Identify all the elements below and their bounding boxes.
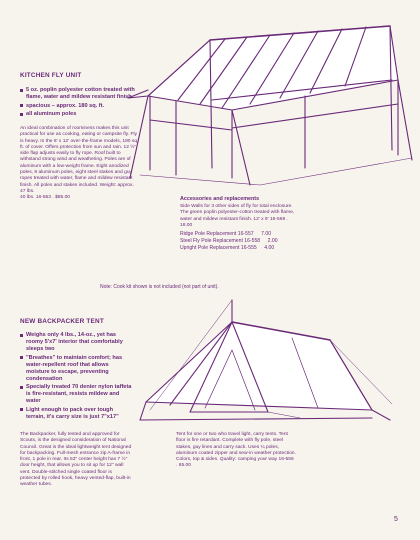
backpacker-description-right-text: Tent for one or two who travel light, carry tents. Tent floor is fire retardant. Complete with fly pole, steel stakes, guy lines and carry sack. Uses ¼ poles, aluminum coated zipper and sew-in weather protection. Colors, top & sides. Quality: camping your way 16-556 . 65.00 [176,432,296,469]
price-row-label: Steel Fly Pole Replacement 16-558 [180,237,261,244]
kitchen-fly-heading: KITCHEN FLY UNIT [20,72,82,79]
kitchen-fly-bullets [20,87,140,118]
kitchen-fly-bullet: spacious – approx. 180 sq. ft. [20,103,140,110]
accessories-text: Side Walls for 3 other sides of fly for total enclosure. The green poplin polyester-cotton treated with flame, water and mildew resistant finish. 12' x 9' 16-569 . 18.00 [180,204,295,228]
backpacker-bullet: "Breathes" to maintain comfort; has water-repellent roof that allows moisture to escape, preventing condensation [20,355,132,383]
kitchen-fly-section [20,72,140,202]
price-row-label: Upright Pole Replacement 16-555 [180,244,257,251]
price-row [180,231,300,238]
backpacker-bullets [20,332,132,421]
kitchen-fly-bullet: all aluminum poles [20,111,140,118]
accessories-section [180,196,300,252]
price-row-value: 2.00 [267,237,278,244]
kitchen-fly-bullet: 5 oz. poplin polyester cotton treated with flame, water and mildew resistant finish [20,87,140,101]
price-row-value: 7.00 [261,231,272,238]
backpacker-description-left-text: The Backpacker, fully tested and approved for Scouts, is the designed consideration of National Council. Great is the ideal lightweight tent designed for backpacking. Full-mesh entrance zip A-frame in front, 1 pole in rear. Its 53" center height has 7 ½" door height, that allows you to sit up for 12" wall vent. Double-stitched single coated floor is protected by rolled hook, heavy vented-flap, built-in weather tubes. [20,432,132,488]
page-number: 5 [394,516,398,523]
backpacker-bullet: Weighs only 4 lbs., 14-oz., yet has roomy 5'x7' interior that comfortably sleeps two [20,332,132,353]
price-list [180,231,300,251]
price-row [180,245,300,252]
price-row-label: Ridge Pole Replacement 16-557 [180,231,254,238]
kitchen-fly-description: An ideal combination of roominess makes this unit practical for use as cooking, eating or campsite fly. Fly is heavy. In the 8' x 12' over-the-frame models, 180 sq. ft. of cover. Offers protection from sun and rain. 12 ½" side flap adjusts easily to fly rope. Roof built to withstand strong wind and weathering. Poles are of aluminum with a low-weight frame. Eight anodized poles, 8 aluminum poles, eight steel stakes and guy ropes treated with water, flame and mildew resistant finish. All poles and stakes included. Weight: approx. 47 lbs. [20,126,139,194]
cook-kit-note: Note: Cook kit shown is not included (not part of unit). [100,284,219,290]
kitchen-fly-price: 40 lbs. 16-553 . $85.00 [20,195,71,201]
price-row [180,238,300,245]
backpacker-bullet: Specially treated 70 denier nylon taffeta is fire-resistant, resists mildew and water [20,384,132,405]
backpacker-bullet: Light enough to pack over tough terrain, it's carry size is just 7"x17" [20,407,132,421]
backpacker-heading: NEW BACKPACKER TENT [20,318,104,325]
price-row-value: 4.00 [264,244,275,251]
backpacker-description-left [20,432,132,489]
backpacker-description-right [176,432,296,470]
accessories-title: Accessories and replacements [180,196,260,202]
backpacker-section [20,318,132,422]
